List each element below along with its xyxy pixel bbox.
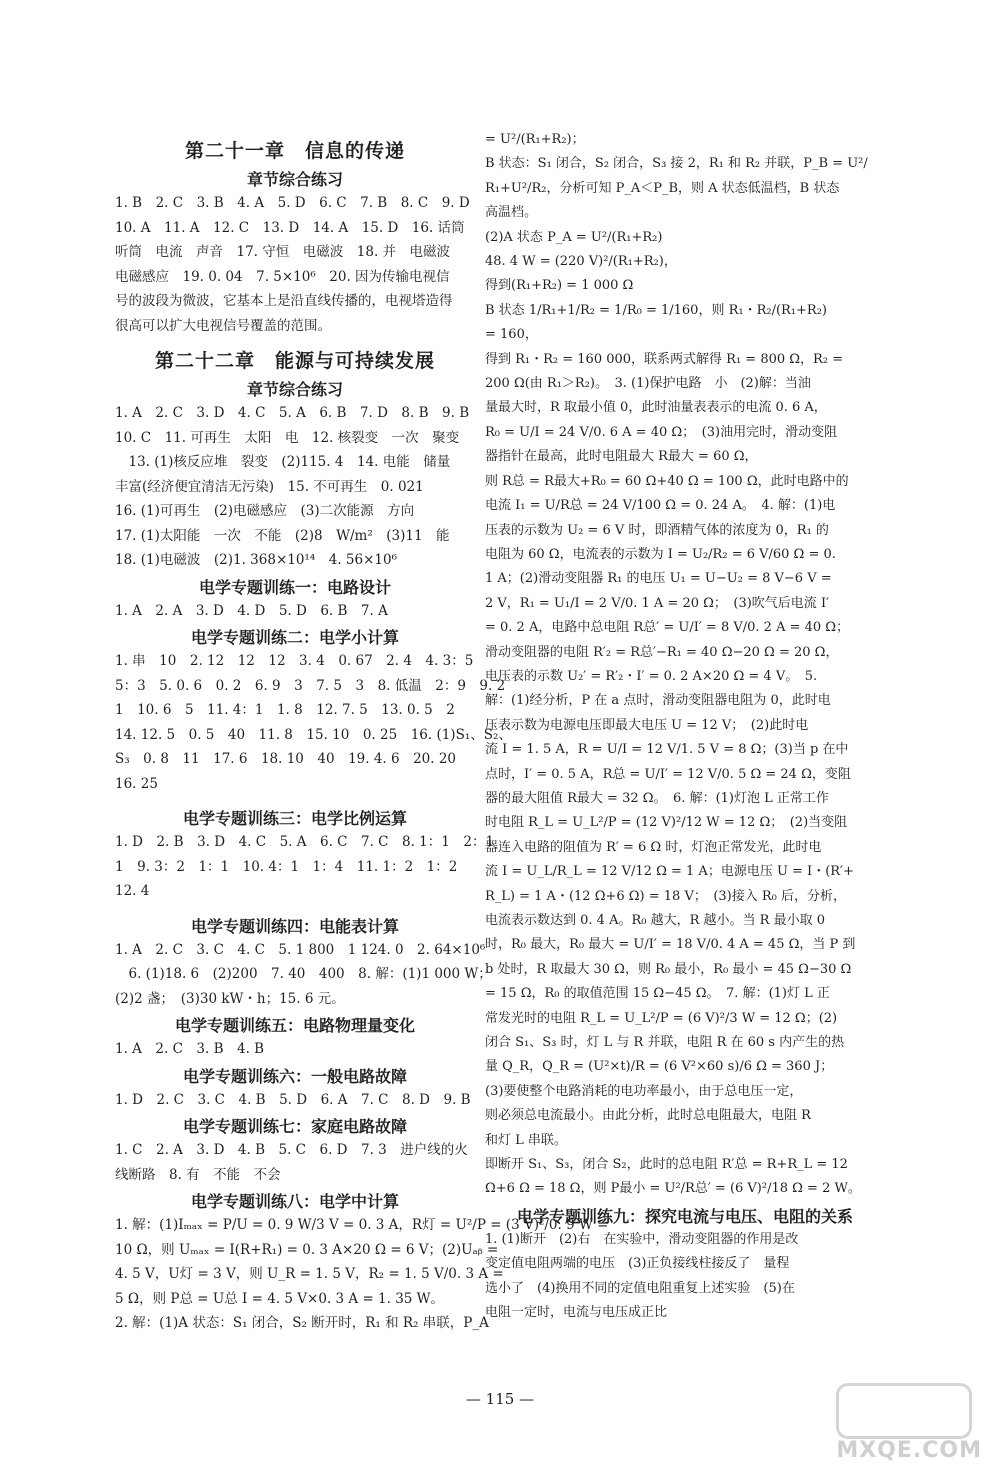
section-heading: 电学专题训练三：电学比例运算 bbox=[182, 809, 407, 828]
watermark-text: MXQE.COM bbox=[836, 1438, 982, 1463]
right-column bbox=[485, 128, 885, 1326]
answer-line: 1. 串 10 2. 12 12 12 3. 4 0. 67 2. 4 4. 3：5 bbox=[115, 653, 474, 669]
answer-line: 时，R₀ 最大，R₀ 最大 = U/I′ = 18 V/0. 4 A = 45 Ω，当 P 到 bbox=[485, 937, 856, 953]
answer-line: 6. (1)18. 6 (2)200 7. 40 400 8. 解：(1)1 000 W； bbox=[115, 966, 492, 982]
answer-line: 电压表的示数 U₂′ = R′₂・I′ = 0. 2 A×20 Ω = 4 V。 5. bbox=[485, 668, 818, 684]
answer-line: 器的最大阻值 R最大 = 32 Ω。 6. 解：(1)灯泡 L 正常工作 bbox=[485, 790, 829, 806]
answer-line: 13. (1)核反应堆 裂变 (2)115. 4 14. 电能 储量 bbox=[115, 454, 451, 470]
answer-line: B 状态 1/R₁+1/R₂ = 1/R₀ = 1/160，则 R₁・R₂/(R₁+R₂) bbox=[485, 302, 827, 318]
answer-line: 选小了 (4)换用不同的定值电阻重复上述实验 (5)在 bbox=[485, 1280, 795, 1296]
answer-line: Ω+6 Ω = 18 Ω，则 P最小 = U²/R总′ = (6 V)²/18 Ω = 2 W。 bbox=[485, 1181, 861, 1197]
answer-line: 得到 R₁・R₂ = 160 000，联系两式解得 R₁ = 800 Ω，R₂ = bbox=[485, 351, 844, 367]
answer-line: = 160， bbox=[485, 327, 538, 343]
answer-line: 器指针在最高，此时电阻最大 R最大 = 60 Ω， bbox=[485, 449, 758, 465]
answer-line: 闭合 S₁、S₃ 时，灯 L 与 R 并联，电阻 R 在 60 s 内产生的热 bbox=[485, 1035, 845, 1051]
answer-line: 1. (1)断开 (2)右 在实验中，滑动变阻器的作用是改 bbox=[485, 1231, 799, 1247]
chapter-title: 第二十一章 信息的传递 bbox=[184, 140, 405, 162]
answer-line: 电阻为 60 Ω，电流表的示数为 I = U₂/R₂ = 6 V/60 Ω = 0. bbox=[485, 546, 836, 562]
answer-line: 号的波段为微波，它基本上是沿直线传播的，电视塔造得 bbox=[115, 293, 453, 309]
answer-line: = U²/(R₁+R₂)； bbox=[485, 132, 585, 147]
section-heading: 电学专题训练九：探究电流与电压、电阻的关系 bbox=[516, 1206, 853, 1226]
answer-line: 得到(R₁+R₂) = 1 000 Ω bbox=[485, 278, 634, 294]
answer-line: 流 I = 1. 5 A，R = U/I = 12 V/1. 5 V = 8 Ω；(3)当 p 在中 bbox=[485, 742, 849, 758]
answer-line: 14. 12. 5 0. 5 40 11. 8 15. 10 0. 25 16. (1)S₁、S₂、 bbox=[115, 726, 512, 743]
answer-line: 高温档。 bbox=[485, 205, 538, 221]
answer-line: 丰富(经济便宜清洁无污染) 15. 不可再生 0. 021 bbox=[115, 478, 424, 495]
answer-line: 1. 解：(1)Iₘₐₓ = P/U = 0. 9 W/3 V = 0. 3 A，R灯 = U²/P = (3 V)²/0. 9 W = bbox=[115, 1217, 609, 1233]
chapter-title: 第二十二章 能源与可持续发展 bbox=[154, 350, 435, 372]
answer-line: 电流 I₁ = U/R总 = 24 V/100 Ω = 0. 24 A。 4. 解：(1)电 bbox=[485, 498, 836, 514]
answer-line: 滑动变阻器的电阻 R′₂ = R总′−R₁ = 40 Ω−20 Ω = 20 Ω， bbox=[485, 644, 839, 660]
answer-line: (2)A 状态 P_A = U²/(R₁+R₂) bbox=[485, 229, 663, 245]
section-heading: 电学专题训练四：电能表计算 bbox=[190, 916, 399, 936]
answer-line: 48. 4 W = (220 V)²/(R₁+R₂)， bbox=[485, 254, 677, 270]
answer-line: 即断开 S₁、S₃，闭合 S₂，此时的总电阻 R′总 = R+R_L = 12 bbox=[485, 1157, 848, 1173]
answer-line: 10. C 11. 可再生 太阳 电 12. 核裂变 一次 聚变 bbox=[115, 429, 460, 446]
answer-line: R₀ = U/I = 24 V/0. 6 A = 40 Ω； (3)油用完时，滑动变阻 bbox=[485, 424, 838, 440]
spacer bbox=[115, 796, 475, 804]
answer-line: 2. 解：(1)A 状态：S₁ 闭合，S₂ 断开时，R₁ 和 R₂ 串联，P_A bbox=[115, 1315, 489, 1331]
answer-line: b 处时，R 取最大 30 Ω，则 R₀ 最小，R₀ 最小 = 45 Ω−30 Ω bbox=[485, 961, 852, 977]
spacer bbox=[115, 904, 475, 912]
answer-line: 器连入电路的阻值为 R′ = 6 Ω 时，灯泡正常发光，此时电 bbox=[485, 839, 822, 855]
answer-line: 5：3 5. 0. 6 0. 2 6. 9 3 7. 5 3 8. 低温 2：9 9. 2 bbox=[115, 677, 506, 694]
section-heading: 章节综合练习 bbox=[246, 170, 343, 189]
answer-line: 1. C 2. A 3. D 4. B 5. C 6. D 7. 3 进户线的火 bbox=[115, 1142, 468, 1158]
answer-line: 常发光时的电阻 R_L = U_L²/P = (6 V)²/3 W = 12 Ω；(2) bbox=[485, 1010, 838, 1026]
answer-line: = 0. 2 A，电路中总电阻 R总′ = U/I′ = 8 V/0. 2 A = 40 Ω； bbox=[485, 620, 850, 636]
answer-line: 18. (1)电磁波 (2)1. 368×10¹⁴ 4. 56×10⁶ bbox=[115, 552, 398, 568]
answer-line: 量最大时，R 取最小值 0，此时油量表表示的电流 0. 6 A， bbox=[485, 400, 827, 416]
answer-line: 很高可以扩大电视信号覆盖的范围。 bbox=[115, 317, 331, 334]
answer-line: 则必须总电流最小。由此分析，此时总电阻最大，电阻 R bbox=[485, 1108, 811, 1124]
answer-line: 1 10. 6 5 11. 4：1 1. 8 12. 7. 5 13. 0. 5 2 bbox=[115, 702, 455, 718]
answer-line: 则 R总 = R最大+R₀ = 60 Ω+40 Ω = 100 Ω，此时电路中的 bbox=[485, 473, 849, 489]
answer-line: 和灯 L 串联。 bbox=[485, 1132, 567, 1148]
answer-line: (3)要使整个电路消耗的电功率最小，由于总电压一定， bbox=[485, 1083, 803, 1099]
answer-line: 变定值电阻两端的电压 (3)正负接线柱接反了 量程 bbox=[485, 1256, 790, 1272]
answer-line: B 状态：S₁ 闭合，S₂ 闭合，S₃ 接 2，R₁ 和 R₂ 并联，P_B = U²/ bbox=[485, 156, 868, 172]
section-heading: 电学专题训练二：电学小计算 bbox=[190, 628, 399, 647]
section-heading: 电学专题训练六：一般电路故障 bbox=[182, 1066, 407, 1086]
answer-line: 2 V，R₁ = U₁/I = 2 V/0. 1 A = 20 Ω； (3)吹气后电流 I′ bbox=[485, 595, 830, 611]
answer-line: 1. D 2. B 3. D 4. C 5. A 6. C 7. C 8. 1：1 2：1 bbox=[115, 834, 495, 850]
answer-line: 1. A 2. C 3. B 4. B bbox=[115, 1041, 265, 1057]
answer-line: 1. A 2. A 3. D 4. D 5. D 6. B 7. A bbox=[115, 602, 388, 619]
answer-line: = 15 Ω，R₀ 的取值范围 15 Ω−45 Ω。 7. 解：(1)灯 L 正 bbox=[485, 986, 830, 1002]
answer-line: 压表示数为电源电压即最大电压 U = 12 V； (2)此时电 bbox=[485, 717, 809, 733]
answer-line: 听筒 电流 声音 17. 守恒 电磁波 18. 并 电磁波 bbox=[115, 244, 451, 260]
section-heading: 电学专题训练八：电学中计算 bbox=[190, 1192, 399, 1211]
answer-line: 1. A 2. C 3. D 4. C 5. A 6. B 7. D 8. B 9. B bbox=[115, 405, 470, 421]
answer-line: 压表的示数为 U₂ = 6 V 时，即酒精气体的浓度为 0，R₁ 的 bbox=[485, 522, 829, 538]
answer-line: 1. B 2. C 3. B 4. A 5. D 6. C 7. B 8. C 9. D bbox=[115, 195, 470, 211]
answer-line: 1. D 2. C 3. C 4. B 5. D 6. A 7. C 8. D 9. B bbox=[115, 1091, 471, 1108]
answer-line: 4. 5 V，U灯 = 3 V，则 U_R = 1. 5 V，R₂ = 1. 5 V/0. 3 A = bbox=[115, 1266, 504, 1282]
answer-line: 量 Q_R，Q_R = (U²×t)/R = (6 V²×60 s)/6 Ω = 360 J； bbox=[485, 1059, 834, 1075]
answer-line: 16. 25 bbox=[115, 775, 158, 792]
answer-line: 12. 4 bbox=[115, 883, 150, 899]
answer-line: 1 9. 3：2 1：1 10. 4：1 1：4 11. 1：2 1：2 bbox=[115, 858, 458, 875]
section-heading: 电学专题训练七：家庭电路故障 bbox=[182, 1117, 407, 1136]
answer-line: S₃ 0. 8 11 17. 6 18. 10 40 19. 4. 6 20. 20 bbox=[115, 751, 457, 767]
section-heading: 章节综合练习 bbox=[246, 380, 343, 399]
answer-line: 200 Ω(由 R₁＞R₂)。 3. (1)保护电路 小 (2)解：当油 bbox=[485, 376, 811, 392]
answer-line: 线断路 8. 有 不能 不会 bbox=[115, 1166, 281, 1183]
watermark-logo bbox=[832, 1383, 982, 1463]
section-heading: 电学专题训练五：电路物理量变化 bbox=[174, 1016, 415, 1035]
answer-line: 点时，I′ = 0. 5 A，R总 = U/I′ = 12 V/0. 5 Ω = 24 Ω，变阻 bbox=[485, 766, 851, 782]
answer-line: R₁+U²/R₂，分析可知 P_A＜P_B，则 A 状态低温档，B 状态 bbox=[485, 180, 840, 196]
answer-line: 电阻一定时，电流与电压成正比 bbox=[485, 1305, 668, 1321]
answer-line: 流 I = U_L/R_L = 12 V/12 Ω = 1 A；电源电压 U = I・(R′+ bbox=[485, 864, 854, 880]
section-heading: 电学专题训练一：电路设计 bbox=[198, 577, 391, 597]
answer-line: 时电阻 R_L = U_L²/P = (12 V)²/12 W = 12 Ω； (2)当变阻 bbox=[485, 815, 848, 831]
page-number: — 115 — bbox=[465, 1390, 535, 1408]
answer-line: 10. A 11. A 12. C 13. D 14. A 15. D 16. 话筒 bbox=[115, 219, 465, 236]
answer-line: 电流表示数达到 0. 4 A。R₀ 越大，R 越小。当 R 最小取 0 bbox=[485, 913, 825, 928]
answer-line: 16. (1)可再生 (2)电磁感应 (3)二次能源 方向 bbox=[115, 503, 415, 519]
answer-line: 10 Ω，则 Uₘₐₓ = I(R+R₁) = 0. 3 A×20 Ω = 6 V；(2)Uₐᵦ = bbox=[115, 1241, 499, 1258]
answer-line: 17. (1)太阳能 一次 不能 (2)8 W/m² (3)11 能 bbox=[115, 527, 450, 544]
answer-line: (2)2 盏； (3)30 kW・h；15. 6 元。 bbox=[115, 990, 345, 1007]
answer-line: 1 A；(2)滑动变阻器 R₁ 的电压 U₁ = U−U₂ = 8 V−6 V = bbox=[485, 571, 832, 587]
answer-line: 电磁感应 19. 0. 04 7. 5×10⁶ 20. 因为传输电视信 bbox=[115, 268, 450, 285]
answer-line: 5 Ω，则 P总 = U总 I = 4. 5 V×0. 3 A = 1. 35 W。 bbox=[115, 1290, 445, 1307]
answer-line: 1. A 2. C 3. C 4. C 5. 1 800 1 124. 0 2. 64×10⁶ bbox=[115, 941, 486, 958]
watermark-seal-icon bbox=[836, 1383, 972, 1439]
answer-line: R_L) = 1 A・(12 Ω+6 Ω) = 18 V； (3)接入 R₀ 后，分析， bbox=[485, 888, 847, 904]
answer-line: 解：(1)经分析，P 在 a 点时，滑动变阻器电阻为 0，此时电 bbox=[485, 693, 831, 709]
